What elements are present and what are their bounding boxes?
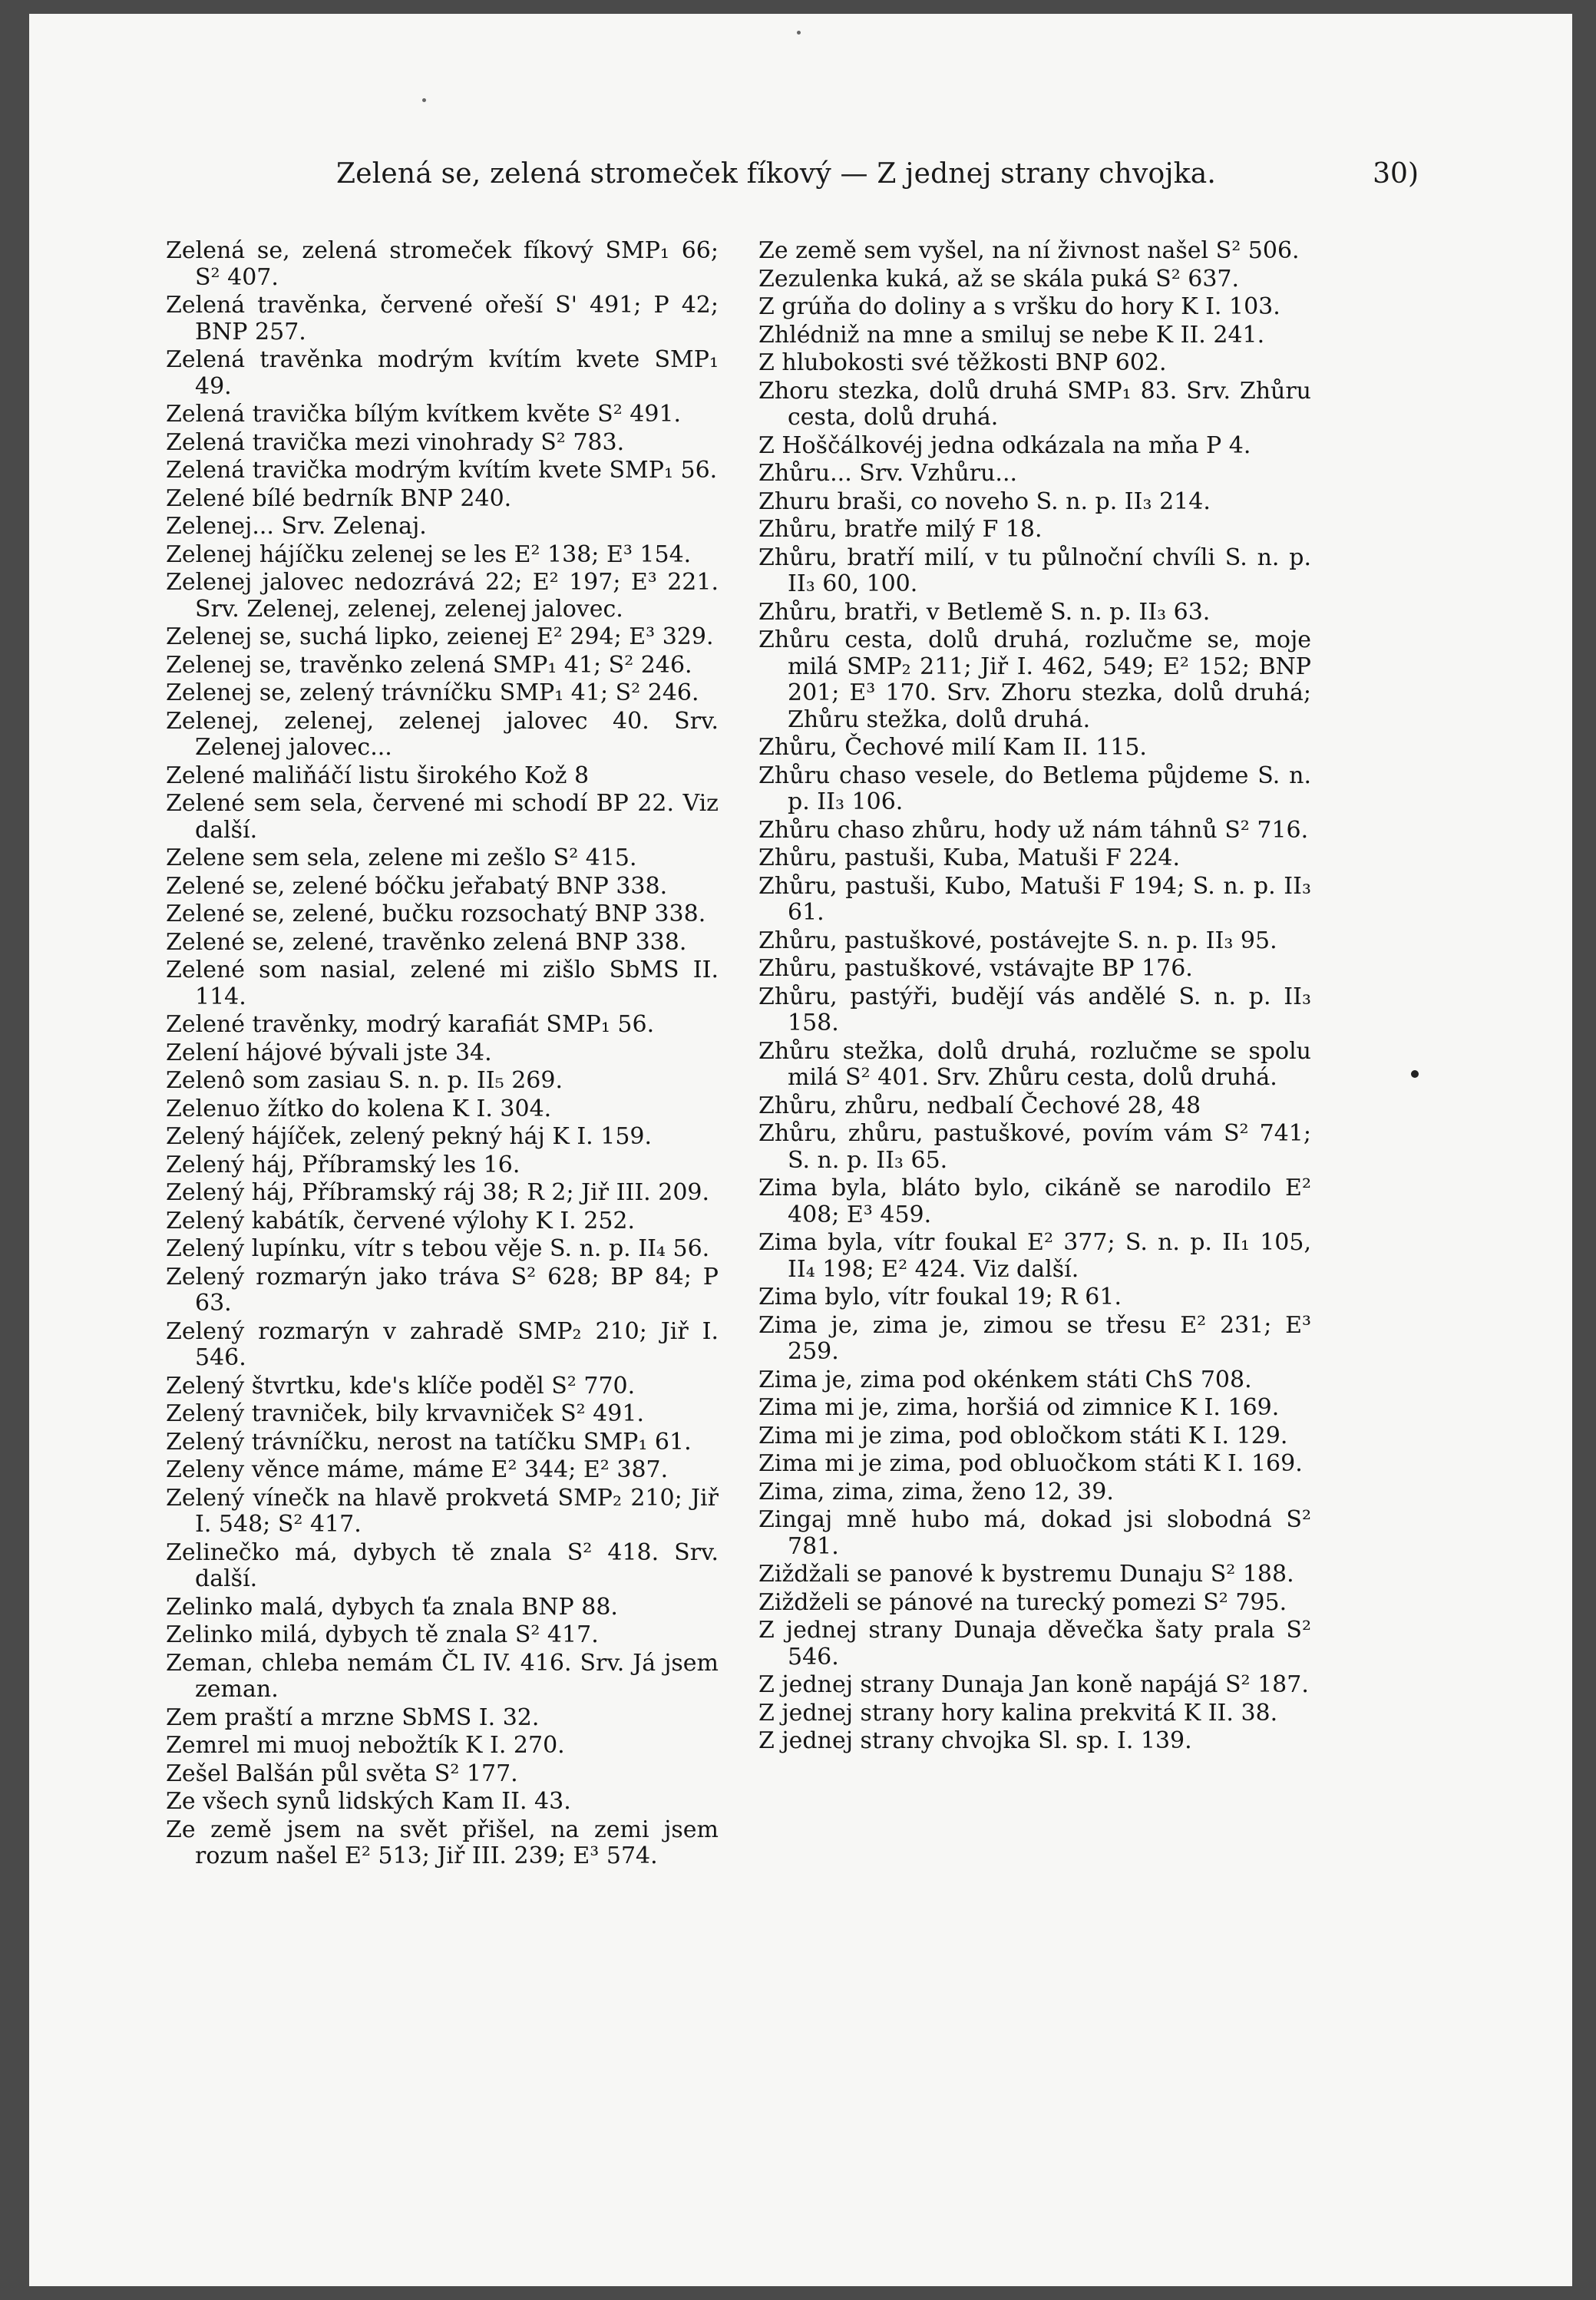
index-entry: Zelenô som zasiau S. n. p. II₅ 269. (166, 1067, 563, 1094)
index-entry: Zelenej jalovec nedozrává 22; E² 197; E³ 221. Srv. Zelenej, zelenej, zelenej jalovec. (166, 569, 719, 623)
index-entry: Zhůru, zhůru, pastuškové, povím vám S² 741; S. n. p. II₃ 65. (758, 1120, 1311, 1174)
index-entry: Zhůru cesta, dolů druhá, rozlučme se, moje milá SMP₂ 211; Jiř I. 462, 549; E² 152; BNP 201; E³ 170. Srv. Zhoru stezka, dolů druhá; Zhůru stežka, dolů druhá. (758, 626, 1311, 733)
index-entry: Zhůru, Čechové milí Kam II. 115. (758, 734, 1147, 761)
index-entry: Z Hoščálkovéj jedna odkázala na mňa P 4. (758, 431, 1251, 459)
index-entry: Zelenej se, travěnko zelená SMP₁ 41; S² 246. (166, 651, 692, 679)
index-entry: Zelená travička mezi vinohrady S² 783. (166, 428, 625, 456)
index-entry: Zelený vínečk na hlavě prokvetá SMP₂ 210; Jiř I. 548; S² 417. (166, 1484, 719, 1538)
index-entry: Z grúňa do doliny a s vršku do hory K I. 103. (758, 293, 1280, 320)
index-entry: Zhůru, pastuškové, vstávajte BP 176. (758, 955, 1193, 982)
index-entry: Zelenej... Srv. Zelenaj. (166, 513, 427, 540)
index-entry: Zima byla, bláto bylo, cikáně se narodilo E² 408; E³ 459. (758, 1175, 1311, 1228)
index-entry: Zingaj mně hubo má, dokad jsi slobodná S² 781. (758, 1506, 1311, 1560)
index-entry: Zelená travička modrým kvítím kvete SMP₁ 56. (166, 457, 718, 484)
index-entry: Zeleny věnce máme, máme E² 344; E² 387. (166, 1456, 669, 1483)
index-entry: Zelenej hájíčku zelenej se les E² 138; E³ 154. (166, 540, 692, 568)
index-entry: Zelinko malá, dybych ťa znala BNP 88. (166, 1593, 618, 1621)
index-entry: Zhuru braši, co noveho S. n. p. II₃ 214. (758, 487, 1211, 515)
index-entry: Zelený štvrtku, kde's klíče poděl S² 770. (166, 1372, 636, 1399)
index-entry: Zelená travěnka modrým kvítím kvete SMP₁ 49. (166, 346, 719, 400)
index-entry: Zelená travěnka, červené ořeší S' 491; P 42; BNP 257. (166, 292, 719, 345)
index-entry: Ziždželi se pánové na turecký pomezi S² 795. (758, 1588, 1287, 1616)
index-entry: Zhůru, pastuškové, postávejte S. n. p. II₃ 95. (758, 927, 1277, 954)
page-header (29, 158, 1572, 204)
index-entry: Ze země sem vyšel, na ní živnost našel S² 506. (758, 237, 1300, 264)
left-column (166, 238, 719, 1872)
index-entry: Zhůru, bratří milí, v tu půlnoční chvíli S. n. p. II₃ 60, 100. (758, 544, 1311, 597)
index-entry: Zelená travička bílým kvítkem květe S² 491. (166, 401, 682, 428)
index-entry: Z jednej strany hory kalina prekvitá K II. 38. (758, 1699, 1278, 1727)
index-entry: Zelené maliňáčí listu širokého Kož 8 (166, 762, 590, 789)
index-entry: Z hlubokosti své těžkosti BNP 602. (758, 349, 1167, 376)
index-entry: Zima je, zima je, zimou se třesu E² 231; E³ 259. (758, 1311, 1311, 1365)
index-entry: Zima bylo, vítr foukal 19; R 61. (758, 1284, 1122, 1310)
index-entry: Ze všech synů lidských Kam II. 43. (166, 1788, 571, 1815)
index-entry: Zelenej, zelenej, zelenej jalovec 40. Srv. Zelenej jalovec... (166, 707, 719, 761)
index-entry: Zelený trávníčku, nerost na tatíčku SMP₁ 61. (166, 1428, 692, 1456)
index-entry: Zhůru, pastuši, Kubo, Matuši F 194; S. n. p. II₃ 61. (758, 872, 1311, 926)
index-entry: Zelený háj, Příbramský les 16. (166, 1151, 520, 1178)
index-entry: Zezulenka kuká, až se skála puká S² 637. (758, 265, 1240, 292)
index-entry: Zelené se, zelené, travěnko zelená BNP 338. (166, 928, 687, 956)
index-entry: Zhůru... Srv. Vzhůru... (758, 460, 1018, 487)
index-entry: Zima mi je zima, pod obluočkom státi K I. 169. (758, 1450, 1303, 1477)
page (29, 14, 1572, 2286)
index-entry: Zešel Balšán půl světa S² 177. (166, 1760, 518, 1787)
index-entry: Zelený háj, Příbramský ráj 38; R 2; Jiř III. 209. (166, 1179, 710, 1206)
ink-speck (422, 98, 426, 102)
index-entry: Zhůru, pastýři, budějí vás andělé S. n. p. II₃ 158. (758, 983, 1311, 1036)
index-entry: Zhůru chaso zhůru, hody už nám táhnů S² 716. (758, 816, 1309, 844)
index-entry: Zima, zima, zima, ženo 12, 39. (758, 1478, 1114, 1505)
index-entry: Zem praští a mrzne SbMS I. 32. (166, 1704, 540, 1731)
index-entry: Zelenej se, zelený trávníčku SMP₁ 41; S² 246. (166, 679, 699, 706)
running-title: Zelená se, zelená stromeček fíkový — Z jednej strany chvojka. (336, 158, 1217, 190)
index-entry: Zelený kabátík, červené výlohy K I. 252. (166, 1207, 636, 1234)
index-entry: Zima je, zima pod okénkem státi ChS 708. (758, 1366, 1252, 1393)
index-entry: Zelený lupínku, vítr s tebou věje S. n. p. II₄ 56. (166, 1235, 710, 1262)
index-entry: Zhůru stežka, dolů druhá, rozlučme se spolu milá S² 401. Srv. Zhůru cesta, dolů druhá. (758, 1037, 1311, 1091)
index-entry: Zima mi je zima, pod obločkom státi K I. 129. (758, 1422, 1288, 1449)
right-column (758, 238, 1311, 1756)
index-entry: Zelené som nasial, zelené mi zišlo SbMS II. 114. (166, 957, 719, 1010)
index-entry: Zima byla, vítr foukal E² 377; S. n. p. II₁ 105, II₄ 198; E² 424. Viz další. (758, 1229, 1311, 1283)
index-entry: Zemrel mi muoj nebožtík K I. 270. (166, 1732, 565, 1759)
page-number: 30) (1373, 158, 1419, 190)
index-entry: Zelené se, zelené bóčku jeřabatý BNP 338. (166, 872, 668, 900)
index-entry: Zelené bílé bedrník BNP 240. (166, 484, 512, 512)
index-entry: Zelený rozmarýn jako tráva S² 628; BP 84; P 63. (166, 1263, 719, 1317)
index-entry: Zelené se, zelené, bučku rozsochatý BNP 338. (166, 901, 706, 927)
index-entry: Zelenuo žítko do kolena K I. 304. (166, 1095, 552, 1122)
index-entry: Zelený rozmarýn v zahradě SMP₂ 210; Jiř I. 546. (166, 1317, 719, 1371)
index-entry: Zhůru, zhůru, nedbalí Čechové 28, 48 (758, 1092, 1201, 1119)
index-entry: Zelinko milá, dybych tě znala S² 417. (166, 1621, 599, 1648)
index-entry: Zelené travěnky, modrý karafiát SMP₁ 56. (166, 1011, 655, 1038)
index-entry: Zelený travniček, bily krvavniček S² 491. (166, 1400, 644, 1427)
index-entry: Zeman, chleba nemám ČL IV. 416. Srv. Já jsem zeman. (166, 1649, 719, 1703)
index-entry: Zelinečko má, dybych tě znala S² 418. Srv. další. (166, 1538, 719, 1592)
index-entry: Z jednej strany Dunaja děvečka šaty prala S² 546. (758, 1617, 1311, 1670)
index-entry: Zhoru stezka, dolů druhá SMP₁ 83. Srv. Zhůru cesta, dolů druhá. (758, 377, 1311, 431)
index-entry: Zelená se, zelená stromeček fíkový SMP₁ 66; S² 407. (166, 237, 719, 291)
index-entry: Ze země jsem na svět přišel, na zemi jsem rozum našel E² 513; Jiř III. 239; E³ 574. (166, 1816, 719, 1869)
index-entry: Z jednej strany Dunaja Jan koně napájá S² 187. (758, 1671, 1309, 1698)
index-entry: Ziždžali se panové k bystremu Dunaju S² 188. (758, 1561, 1294, 1588)
index-entry: Zhůru, bratře milý F 18. (758, 516, 1043, 543)
index-entry: Z jednej strany chvojka Sl. sp. I. 139. (758, 1727, 1192, 1754)
index-entry: Zelený hájíček, zelený pekný háj K I. 159. (166, 1123, 653, 1150)
index-entry: Zelene sem sela, zelene mi zešlo S² 415. (166, 844, 637, 871)
index-entry: Zhůru, pastuši, Kuba, Matuši F 224. (758, 844, 1181, 871)
index-entry: Zima mi je, zima, horšiá od zimnice K I. 169. (758, 1394, 1280, 1421)
index-entry: Zelenej se, suchá lipko, zeienej E² 294; E³ 329. (166, 623, 714, 650)
ink-speck (1411, 1070, 1419, 1078)
index-entry: Zhůru chaso vesele, do Betlema půjdeme S. n. p. II₃ 106. (758, 762, 1311, 815)
index-entry: Zelení hájové bývali jste 34. (166, 1039, 492, 1066)
index-entry: Zelené sem sela, červené mi schodí BP 22. Viz další. (166, 790, 719, 844)
index-entry: Zhlédniž na mne a smiluj se nebe K II. 241. (758, 321, 1265, 349)
index-entry: Zhůru, bratři, v Betlemě S. n. p. II₃ 63. (758, 598, 1211, 626)
ink-speck (797, 31, 801, 35)
